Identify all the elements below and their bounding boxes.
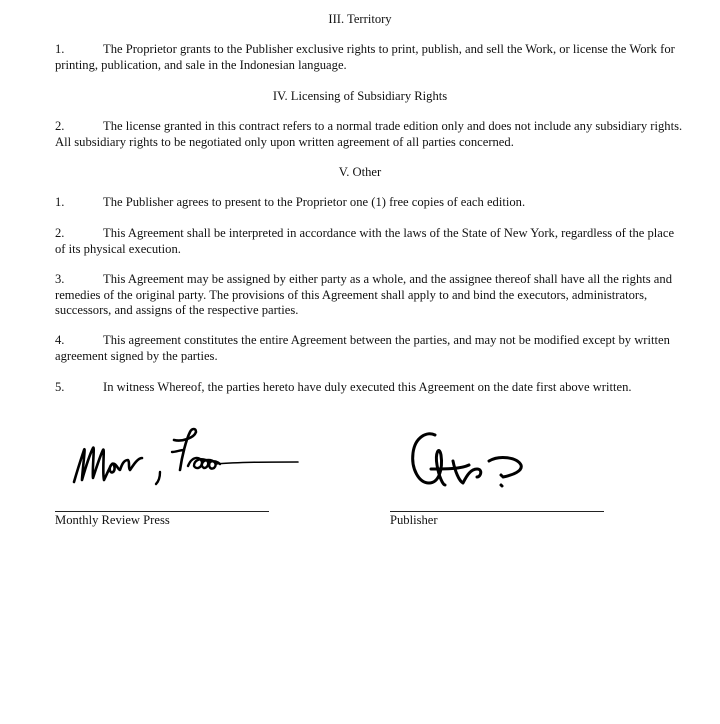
paragraph-other-3 <box>55 272 687 319</box>
paragraph-licensing-2 <box>55 119 687 150</box>
signature-line-left <box>55 511 269 512</box>
paragraph-other-4 <box>55 333 687 364</box>
paragraph-other-1 <box>55 195 687 211</box>
signature-line-right <box>390 511 604 512</box>
signature-left <box>68 420 303 500</box>
signature-right <box>405 425 545 500</box>
paragraph-number: 1. <box>55 195 65 209</box>
paragraph-other-5 <box>55 380 687 396</box>
signature-label-left: Monthly Review Press <box>55 513 170 527</box>
section-heading-territory: III. Territory <box>328 12 392 26</box>
paragraph-number: 2. <box>55 119 65 133</box>
paragraph-text: This Agreement may be assigned by either party as a whole, and the assignee thereof shall have all the rights and remedies of the original party. The provisions of this Agreement shall apply to and bind the executors, administrators, successors, and assigns of the respective parties. <box>55 272 672 317</box>
paragraph-number: 3. <box>55 272 65 286</box>
section-heading-licensing: IV. Licensing of Subsidiary Rights <box>272 89 448 103</box>
signature-label-right: Publisher <box>390 513 438 527</box>
paragraph-number: 1. <box>55 42 65 56</box>
paragraph-text: The license granted in this contract refers to a normal trade edition only and does not include any subsidiary rights. All subsidiary rights to be negotiated only upon written agreement of all parties concerned. <box>55 119 683 149</box>
paragraph-number: 4. <box>55 333 65 347</box>
paragraph-other-2 <box>55 226 687 257</box>
paragraph-text: In witness Whereof, the parties hereto have duly executed this Agreement on the date first above written. <box>103 380 632 394</box>
paragraph-text: The Proprietor grants to the Publisher exclusive rights to print, publish, and sell the Work, or license the Work for printing, publication, and sale in the Indonesian language. <box>55 42 675 72</box>
paragraph-number: 5. <box>55 380 65 394</box>
paragraph-territory-1 <box>55 42 687 73</box>
paragraph-text: The Publisher agrees to present to the Proprietor one (1) free copies of each edition. <box>103 195 526 209</box>
paragraph-text: This agreement constitutes the entire Agreement between the parties, and may not be modified except by written agreement signed by the parties. <box>55 333 670 363</box>
paragraph-text: This Agreement shall be interpreted in accordance with the laws of the State of New York, regardless of the place of its physical execution. <box>55 226 675 256</box>
section-heading-other: V. Other <box>338 165 382 179</box>
paragraph-number: 2. <box>55 226 65 240</box>
